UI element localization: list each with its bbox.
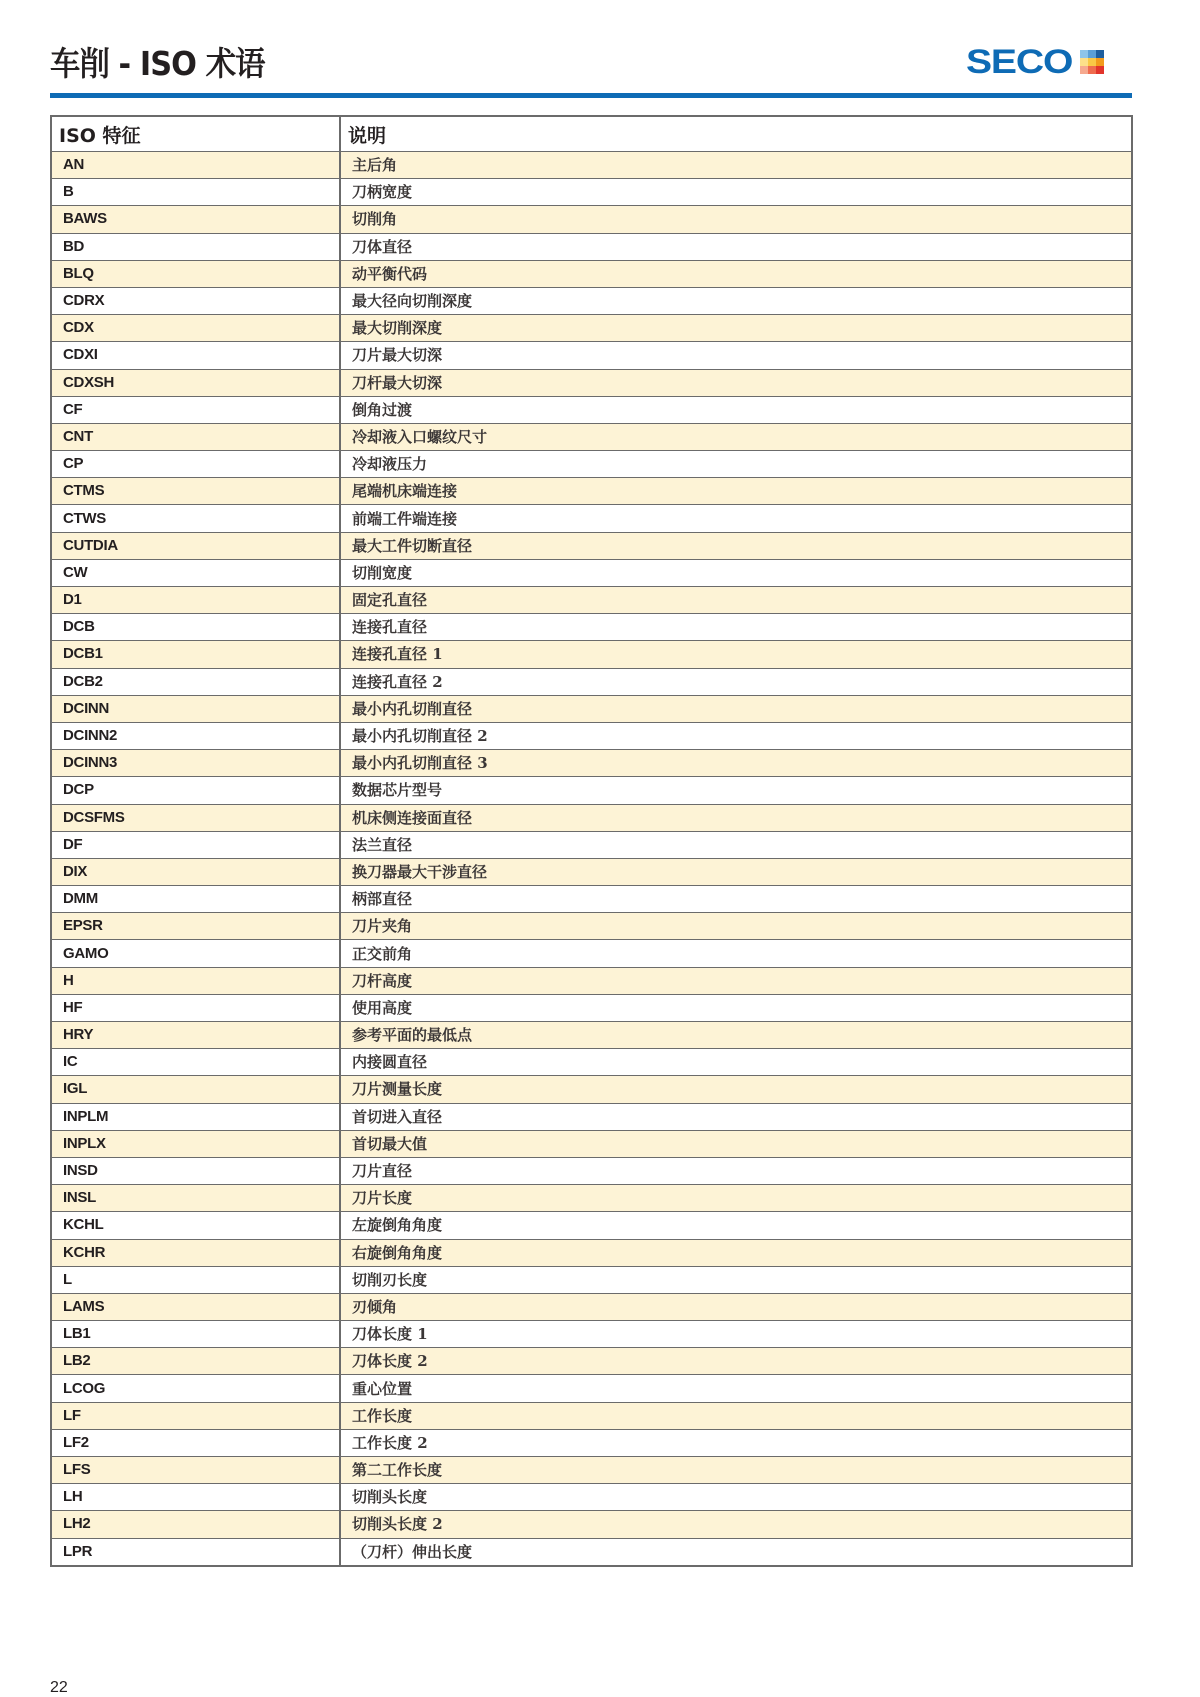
table-row <box>51 478 1132 505</box>
iso-code-cell: DCSFMS <box>51 804 340 831</box>
seco-logo <box>966 44 1104 80</box>
description-cell: 最小内孔切削直径 2 <box>340 722 1132 749</box>
description-cell: 工作长度 <box>340 1402 1132 1429</box>
description-cell: 最小内孔切削直径 <box>340 695 1132 722</box>
description-cell: 刀杆高度 <box>340 967 1132 994</box>
table-row <box>51 451 1132 478</box>
iso-code-cell: BD <box>51 233 340 260</box>
iso-code-cell: CTWS <box>51 505 340 532</box>
description-cell: 参考平面的最低点 <box>340 1022 1132 1049</box>
description-cell: （刀杆）伸出长度 <box>340 1538 1132 1566</box>
table-row <box>51 1375 1132 1402</box>
table-row <box>51 260 1132 287</box>
table-row <box>51 396 1132 423</box>
description-cell: 右旋倒角角度 <box>340 1239 1132 1266</box>
iso-code-cell: LB2 <box>51 1348 340 1375</box>
table-row <box>51 179 1132 206</box>
description-cell: 冷却液压力 <box>340 451 1132 478</box>
iso-code-cell: LF2 <box>51 1429 340 1456</box>
description-cell: 切削头长度 <box>340 1484 1132 1511</box>
logo-color-squares-icon <box>1080 50 1104 74</box>
iso-code-cell: CP <box>51 451 340 478</box>
iso-code-cell: CDXSH <box>51 369 340 396</box>
table-row <box>51 913 1132 940</box>
description-cell: 切削宽度 <box>340 559 1132 586</box>
iso-code-cell: IGL <box>51 1076 340 1103</box>
iso-code-cell: BLQ <box>51 260 340 287</box>
description-cell: 最大切削深度 <box>340 315 1132 342</box>
table-row <box>51 1293 1132 1320</box>
description-cell: 前端工件端连接 <box>340 505 1132 532</box>
description-cell: 切削刃长度 <box>340 1266 1132 1293</box>
header-divider <box>50 93 1132 98</box>
table-row <box>51 1185 1132 1212</box>
description-cell: 冷却液入口螺纹尺寸 <box>340 423 1132 450</box>
iso-code-cell: LFS <box>51 1457 340 1484</box>
table-row <box>51 668 1132 695</box>
iso-code-cell: DCB2 <box>51 668 340 695</box>
iso-code-cell: DF <box>51 831 340 858</box>
table-row <box>51 886 1132 913</box>
description-cell: 刀体长度 2 <box>340 1348 1132 1375</box>
iso-code-cell: CW <box>51 559 340 586</box>
table-row <box>51 315 1132 342</box>
iso-code-cell: BAWS <box>51 206 340 233</box>
iso-code-cell: INSD <box>51 1157 340 1184</box>
description-cell: 连接孔直径 1 <box>340 641 1132 668</box>
table-row <box>51 152 1132 179</box>
description-cell: 刀体直径 <box>340 233 1132 260</box>
iso-code-cell: DCB1 <box>51 641 340 668</box>
iso-code-cell: B <box>51 179 340 206</box>
table-row <box>51 423 1132 450</box>
iso-code-cell: CTMS <box>51 478 340 505</box>
logo-square <box>1080 58 1088 66</box>
description-cell: 法兰直径 <box>340 831 1132 858</box>
table-row <box>51 559 1132 586</box>
description-cell: 尾端机床端连接 <box>340 478 1132 505</box>
iso-code-cell: DCINN3 <box>51 750 340 777</box>
iso-code-cell: INPLX <box>51 1130 340 1157</box>
iso-code-cell: LF <box>51 1402 340 1429</box>
logo-square <box>1088 50 1096 58</box>
iso-code-cell: HRY <box>51 1022 340 1049</box>
table-row <box>51 287 1132 314</box>
table-row <box>51 967 1132 994</box>
iso-code-cell: DCP <box>51 777 340 804</box>
iso-code-cell: AN <box>51 152 340 179</box>
description-cell: 左旋倒角角度 <box>340 1212 1132 1239</box>
iso-code-cell: LAMS <box>51 1293 340 1320</box>
table-row <box>51 505 1132 532</box>
table-row <box>51 858 1132 885</box>
iso-code-cell: L <box>51 1266 340 1293</box>
description-cell: 刀柄宽度 <box>340 179 1132 206</box>
description-cell: 连接孔直径 2 <box>340 668 1132 695</box>
iso-code-cell: D1 <box>51 587 340 614</box>
iso-code-cell: H <box>51 967 340 994</box>
table-row <box>51 233 1132 260</box>
page-number: 22 <box>50 1679 68 1696</box>
description-cell: 最大工件切断直径 <box>340 532 1132 559</box>
iso-code-cell: HF <box>51 994 340 1021</box>
description-cell: 动平衡代码 <box>340 260 1132 287</box>
table-row <box>51 1022 1132 1049</box>
description-cell: 刀杆最大切深 <box>340 369 1132 396</box>
table-row <box>51 1538 1132 1566</box>
table-row <box>51 1076 1132 1103</box>
iso-code-cell: DMM <box>51 886 340 913</box>
iso-code-cell: LCOG <box>51 1375 340 1402</box>
table-row <box>51 750 1132 777</box>
description-cell: 数据芯片型号 <box>340 777 1132 804</box>
logo-square <box>1080 66 1088 74</box>
iso-code-cell: DCB <box>51 614 340 641</box>
description-cell: 内接圆直径 <box>340 1049 1132 1076</box>
description-cell: 柄部直径 <box>340 886 1132 913</box>
iso-code-cell: LB1 <box>51 1321 340 1348</box>
description-cell: 最大径向切削深度 <box>340 287 1132 314</box>
table-row <box>51 1321 1132 1348</box>
table-row <box>51 940 1132 967</box>
iso-code-cell: KCHL <box>51 1212 340 1239</box>
iso-code-cell: CUTDIA <box>51 532 340 559</box>
logo-square <box>1096 58 1104 66</box>
table-row <box>51 722 1132 749</box>
table-row <box>51 804 1132 831</box>
table-row <box>51 1402 1132 1429</box>
iso-code-cell: DIX <box>51 858 340 885</box>
description-cell: 首切进入直径 <box>340 1103 1132 1130</box>
iso-code-cell: DCINN2 <box>51 722 340 749</box>
table-row <box>51 994 1132 1021</box>
iso-code-cell: DCINN <box>51 695 340 722</box>
description-cell: 首切最大值 <box>340 1130 1132 1157</box>
table-row <box>51 1130 1132 1157</box>
table-row <box>51 695 1132 722</box>
logo-square <box>1096 50 1104 58</box>
table-row <box>51 342 1132 369</box>
description-cell: 最小内孔切削直径 3 <box>340 750 1132 777</box>
table-row <box>51 1457 1132 1484</box>
logo-square <box>1088 58 1096 66</box>
iso-code-cell: IC <box>51 1049 340 1076</box>
description-cell: 刀片夹角 <box>340 913 1132 940</box>
description-cell: 切削头长度 2 <box>340 1511 1132 1538</box>
table-row <box>51 1266 1132 1293</box>
iso-terms-table <box>50 115 1133 1567</box>
description-cell: 刀体长度 1 <box>340 1321 1132 1348</box>
logo-square <box>1088 66 1096 74</box>
iso-code-cell: EPSR <box>51 913 340 940</box>
column-header-description: 说明 <box>340 116 1132 152</box>
column-header-iso-feature: ISO 特征 <box>51 116 340 152</box>
table-row <box>51 641 1132 668</box>
iso-code-cell: GAMO <box>51 940 340 967</box>
description-cell: 刀片最大切深 <box>340 342 1132 369</box>
iso-code-cell: LPR <box>51 1538 340 1566</box>
iso-code-cell: LH <box>51 1484 340 1511</box>
logo-wordmark: SECO <box>966 43 1073 81</box>
description-cell: 正交前角 <box>340 940 1132 967</box>
description-cell: 固定孔直径 <box>340 587 1132 614</box>
iso-code-cell: INSL <box>51 1185 340 1212</box>
table-row <box>51 587 1132 614</box>
page-title: 车削 - ISO 术语 <box>50 44 265 83</box>
table-row <box>51 1239 1132 1266</box>
description-cell: 刀片测量长度 <box>340 1076 1132 1103</box>
description-cell: 主后角 <box>340 152 1132 179</box>
table-row <box>51 532 1132 559</box>
table-row <box>51 1484 1132 1511</box>
iso-code-cell: CDXI <box>51 342 340 369</box>
iso-code-cell: CDRX <box>51 287 340 314</box>
table-row <box>51 1429 1132 1456</box>
iso-code-cell: CNT <box>51 423 340 450</box>
description-cell: 连接孔直径 <box>340 614 1132 641</box>
description-cell: 倒角过渡 <box>340 396 1132 423</box>
table-row <box>51 1157 1132 1184</box>
table-row <box>51 206 1132 233</box>
iso-code-cell: LH2 <box>51 1511 340 1538</box>
iso-code-cell: CDX <box>51 315 340 342</box>
table-row <box>51 1511 1132 1538</box>
iso-code-cell: INPLM <box>51 1103 340 1130</box>
table-row <box>51 369 1132 396</box>
iso-code-cell: CF <box>51 396 340 423</box>
description-cell: 刃倾角 <box>340 1293 1132 1320</box>
description-cell: 切削角 <box>340 206 1132 233</box>
description-cell: 刀片直径 <box>340 1157 1132 1184</box>
description-cell: 机床侧连接面直径 <box>340 804 1132 831</box>
table-header-row <box>51 116 1132 152</box>
description-cell: 换刀器最大干涉直径 <box>340 858 1132 885</box>
table-row <box>51 1348 1132 1375</box>
table-row <box>51 1212 1132 1239</box>
description-cell: 工作长度 2 <box>340 1429 1132 1456</box>
description-cell: 刀片长度 <box>340 1185 1132 1212</box>
logo-square <box>1080 50 1088 58</box>
description-cell: 重心位置 <box>340 1375 1132 1402</box>
table-body <box>51 152 1132 1566</box>
table-row <box>51 1049 1132 1076</box>
table-row <box>51 614 1132 641</box>
description-cell: 使用高度 <box>340 994 1132 1021</box>
table-row <box>51 1103 1132 1130</box>
table-row <box>51 777 1132 804</box>
table-row <box>51 831 1132 858</box>
logo-square <box>1096 66 1104 74</box>
description-cell: 第二工作长度 <box>340 1457 1132 1484</box>
iso-code-cell: KCHR <box>51 1239 340 1266</box>
